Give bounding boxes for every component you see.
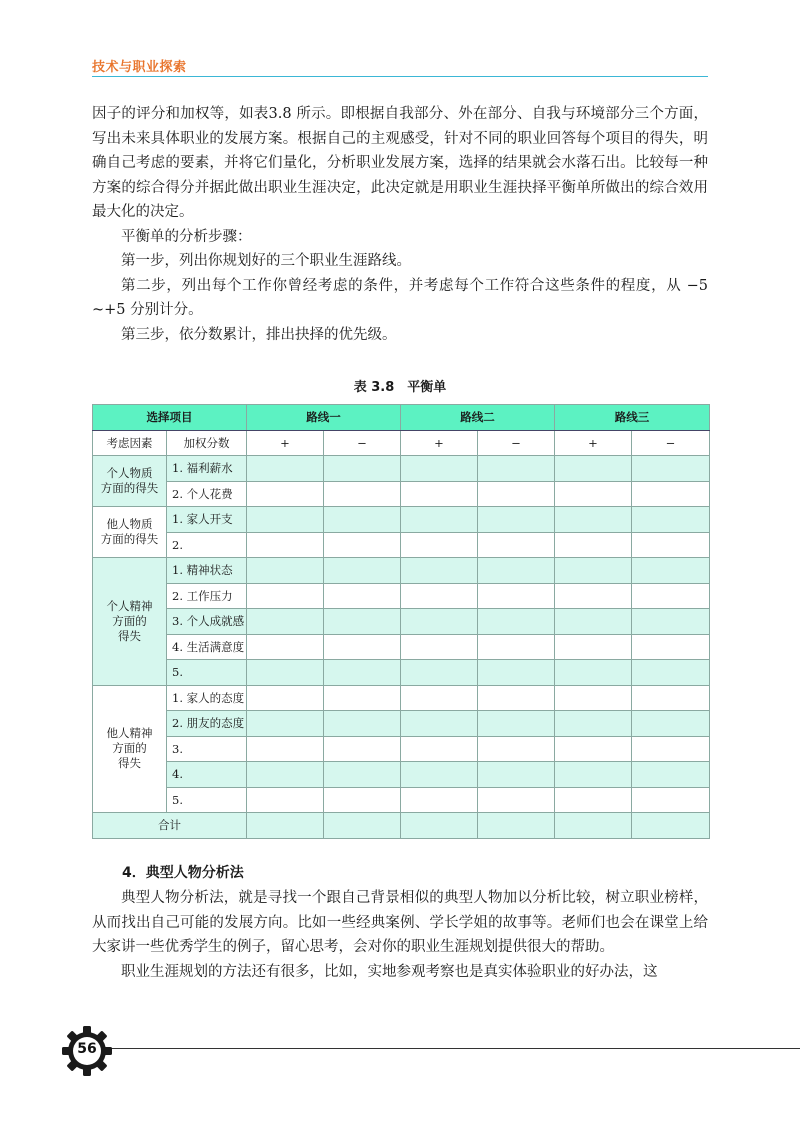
item-label: 5. xyxy=(167,787,247,813)
table-row xyxy=(93,711,710,737)
table-caption: 表 3.8 平衡单 xyxy=(353,380,447,395)
paragraph: 第二步，列出每个工作你曾经考虑的条件，并考虑每个工作符合这些条件的程度，从 −5 ~+5 分别计分。 xyxy=(92,277,708,318)
page-number: 56 xyxy=(77,1041,97,1057)
body-text-bottom xyxy=(92,886,708,984)
item-label: 2. xyxy=(167,532,247,558)
subheader-weight: 加权分数 xyxy=(167,430,247,456)
subheader-minus: − xyxy=(324,430,401,456)
group-label-personal-spiritual: 个人精神 方面的 得失 xyxy=(93,558,167,686)
table-row xyxy=(93,660,710,686)
group-label-others-material: 他人物质 方面的得失 xyxy=(93,507,167,558)
section-title: 4．典型人物分析法 xyxy=(122,865,244,881)
item-label: 1. 家人开支 xyxy=(167,507,247,533)
paragraph: 第一步，列出你规划好的三个职业生涯路线。 xyxy=(121,253,411,269)
item-label: 3. xyxy=(167,736,247,762)
header-route-1: 路线一 xyxy=(247,405,401,431)
subheader-plus: + xyxy=(401,430,478,456)
subheader-minus: − xyxy=(632,430,710,456)
item-label: 2. 个人花费 xyxy=(167,481,247,507)
item-label: 2. 朋友的态度 xyxy=(167,711,247,737)
item-label: 4. 生活满意度 xyxy=(167,634,247,660)
table-row xyxy=(93,762,710,788)
group-label-others-spiritual: 他人精神 方面的 得失 xyxy=(93,685,167,813)
subheader-minus: − xyxy=(478,430,555,456)
item-label: 4. xyxy=(167,762,247,788)
item-label: 2. 工作压力 xyxy=(167,583,247,609)
body-text-top xyxy=(92,102,708,347)
paragraph: 平衡单的分析步骤： xyxy=(121,228,252,245)
paragraph: 第三步，依分数累计，排出抉择的优先级。 xyxy=(121,326,397,343)
item-label: 5. xyxy=(167,660,247,686)
header-route-2: 路线二 xyxy=(401,405,555,431)
balance-sheet-table xyxy=(92,404,710,839)
footer-rule xyxy=(108,1048,800,1049)
table-header-row xyxy=(93,405,710,431)
group-label-personal-material: 个人物质 方面的得失 xyxy=(93,456,167,507)
item-label: 3. 个人成就感 xyxy=(167,609,247,635)
subheader-plus: + xyxy=(247,430,324,456)
table-subheader-row xyxy=(93,430,710,456)
paragraph: 因子的评分和加权等，如表3.8 所示。即根据自我部分、外在部分、自我与环境部分三个方面，写出未来具体职业的发展方案。根据自己的主观感受，针对不同的职业回答每个项目的得失，明确自己考虑的要素，并将它们量化，分析职业发展方案，选择的结果就会水落石出。比较每一种方案的综合得分并据此做出职业生涯决定，此决定就是用职业生涯抉择平衡单所做出的综合效用最大化的决定。 xyxy=(92,106,708,220)
table-row xyxy=(93,685,710,711)
total-label: 合计 xyxy=(93,813,247,839)
item-label: 1. 精神状态 xyxy=(167,558,247,584)
table-row xyxy=(93,532,710,558)
item-label: 1. 福利薪水 xyxy=(167,456,247,482)
paragraph: 职业生涯规划的方法还有很多，比如，实地参观考察也是真实体验职业的好办法，这 xyxy=(121,963,658,980)
paragraph: 典型人物分析法，就是寻找一个跟自己背景相似的典型人物加以分析比较，树立职业榜样，从而找出自己可能的发展方向。比如一些经典案例、学长学姐的故事等。老师们也会在课堂上给大家讲一些优秀学生的例子，留心思考，会对你的职业生涯规划提供很大的帮助。 xyxy=(92,890,708,955)
table-row xyxy=(93,736,710,762)
header-route-3: 路线三 xyxy=(555,405,710,431)
header-select-items: 选择项目 xyxy=(93,405,247,431)
table-row xyxy=(93,609,710,635)
table-total-row xyxy=(93,813,710,839)
subheader-factor: 考虑因素 xyxy=(93,430,167,456)
subheader-plus: + xyxy=(555,430,632,456)
item-label: 1. 家人的态度 xyxy=(167,685,247,711)
table-row xyxy=(93,634,710,660)
table-row xyxy=(93,507,710,533)
table-row xyxy=(93,481,710,507)
table-row xyxy=(93,456,710,482)
table-row xyxy=(93,583,710,609)
table-row xyxy=(93,787,710,813)
header-rule xyxy=(92,76,708,77)
running-header-title: 技术与职业探索 xyxy=(92,60,187,75)
table-row xyxy=(93,558,710,584)
